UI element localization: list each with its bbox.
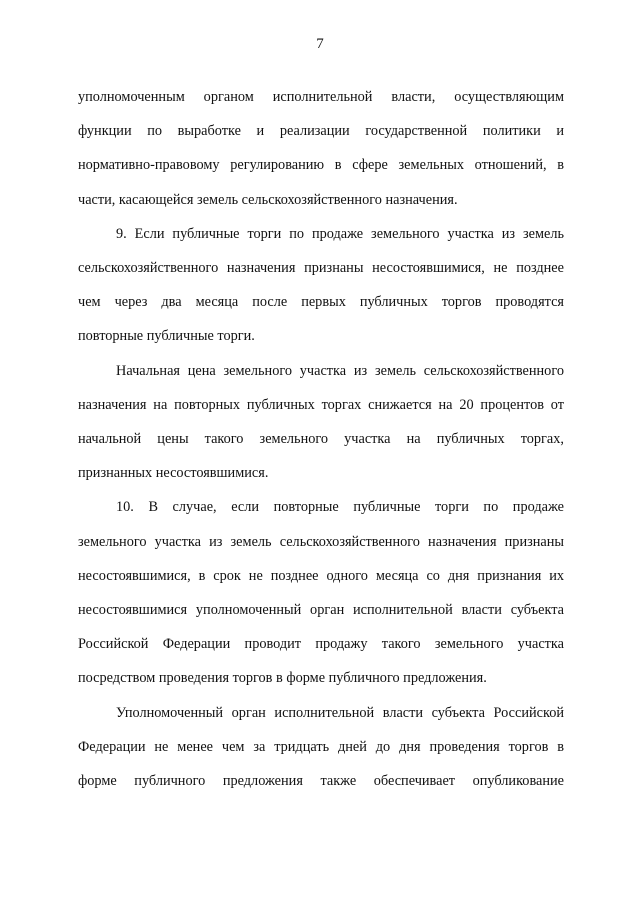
text-line: чем через два месяца после первых публичных торгов проводятся <box>78 294 564 311</box>
text-line: форме публичного предложения также обеспечивает опубликование <box>78 773 564 790</box>
text-line: уполномоченным органом исполнительной власти, осуществляющим <box>78 89 564 105</box>
text-line: функции по выработке и реализации государственной политики и <box>78 123 564 140</box>
text-line: 9. Если публичные торги по продаже земельного участка из земель <box>116 225 564 242</box>
text-line: земельного участка из земель сельскохозяйственного назначения признаны <box>78 533 564 550</box>
text-line: назначения на повторных публичных торгах снижается на 20 процентов от <box>78 396 564 413</box>
text-line: начальной цены такого земельного участка на публичных торгах, <box>78 431 564 448</box>
page-number: 7 <box>316 36 324 52</box>
paragraph-item-9 <box>78 217 564 354</box>
text-line: части, касающейся земель сельскохозяйственного назначения. <box>78 191 458 208</box>
text-line: Уполномоченный орган исполнительной власти субъекта Российской <box>116 704 564 721</box>
text-line: Начальная цена земельного участка из земель сельскохозяйственного <box>116 362 564 379</box>
paragraph-initial-price <box>78 354 564 491</box>
text-line: Российской Федерации проводит продажу такого земельного участка <box>78 636 564 653</box>
document-body <box>78 80 564 798</box>
text-line: 10. В случае, если повторные публичные торги по продаже <box>116 499 564 516</box>
text-line: несостоявшимися уполномоченный орган исполнительной власти субъекта <box>78 602 564 619</box>
text-line: нормативно-правовому регулированию в сфере земельных отношений, в <box>78 157 564 174</box>
text-line: Федерации не менее чем за тридцать дней до дня проведения торгов в <box>78 738 564 755</box>
text-line: признанных несостоявшимися. <box>78 465 269 482</box>
paragraph-continuation <box>78 80 564 217</box>
text-line: сельскохозяйственного назначения признаны несостоявшимися, не позднее <box>78 260 564 277</box>
text-line: посредством проведения торгов в форме публичного предложения. <box>78 670 487 687</box>
paragraph-authorized-body <box>78 696 564 799</box>
text-line: повторные публичные торги. <box>78 328 255 345</box>
paragraph-item-10 <box>78 490 564 695</box>
text-line: несостоявшимися, в срок не позднее одного месяца со дня признания их <box>78 567 564 584</box>
